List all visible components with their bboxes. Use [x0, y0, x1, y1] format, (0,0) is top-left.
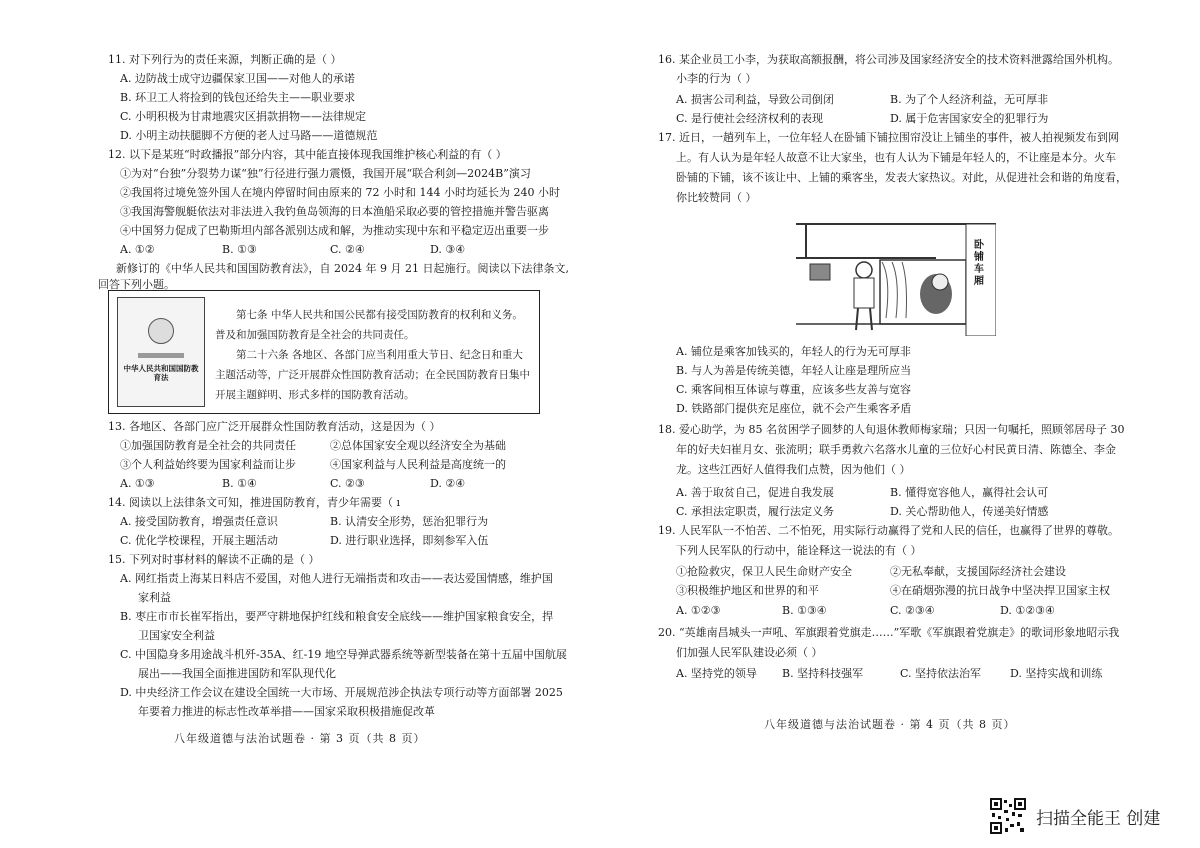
- q19-option-c: C. ②③④: [890, 604, 935, 617]
- q12-option-c: C. ②④: [330, 243, 365, 256]
- q16-stem-2: 小李的行为（ ）: [676, 72, 757, 85]
- law-book-cover: [117, 297, 205, 407]
- q19-option-b: B. ①③④: [782, 604, 827, 617]
- q20-option-b: B. 坚持科技强军: [782, 667, 864, 680]
- q15-stem: 15. 下列对时事材料的解读不正确的是（ ）: [108, 553, 320, 566]
- q16-option-b: B. 为了个人经济利益，无可厚非: [890, 93, 1049, 106]
- q19-item-1: ①抢险救灾，保卫人民生命财产安全: [676, 565, 852, 578]
- q14-option-c: C. 优化学校课程，开展主题活动: [120, 534, 279, 547]
- q16-option-c: C. 是行使社会经济权利的表现: [676, 112, 824, 125]
- q15-option-a-cont: 家利益: [138, 591, 171, 604]
- q14-stem: 14. 阅读以上法律条文可知，推进国防教育，青少年需要（ ı: [108, 496, 401, 509]
- q13-option-a: A. ①③: [120, 477, 155, 490]
- q15-option-d: D. 中央经济工作会议在建设全国统一大市场、开展规范涉企执法专项行动等方面部署 2025: [120, 686, 563, 699]
- national-emblem-icon: [148, 318, 174, 344]
- q13-item-1: ①加强国防教育是全社会的共同责任: [120, 439, 296, 452]
- q11-option-a: A. 边防战士成守边疆保家卫国——对他人的承诺: [120, 72, 355, 85]
- q18-stem-2: 年的好夫妇崔月女、张流明；联手勇救六名落水儿童的三位好心村民黄日清、陈德全、李金: [676, 443, 1116, 456]
- q14-option-d: D. 进行职业选择，即刻参军入伍: [330, 534, 489, 547]
- q12-item-1: ①为对“台独”分裂势力谋“独”行径进行强力震慑，我国开展“联合利剑—2024B”演习: [120, 167, 531, 180]
- q17-stem-3: 卧铺的下铺，该不该让中、上铺的乘客坐，发表大家热议。对此，从促进社会和谐的角度看，: [676, 171, 1127, 184]
- q17-stem-1: 17. 近日，一趟列车上，一位年轻人在卧铺下铺拉围帘没让上铺坐的事件，被人拍视频发布到网: [658, 131, 1119, 144]
- q13-item-3: ③个人利益始终要为国家利益而让步: [120, 458, 296, 471]
- article-26: 第二十六条 各地区、各部门应当利用重大节日、纪念日和重大主题活动等，广泛开展群众性国防教育活动；在全民国防教育日集中开展主题鲜明、形式多样的国防教育活动。: [215, 349, 530, 401]
- q18-stem-1: 18. 爱心助学，为 85 名贫困学子圆梦的人旬退休教师梅家瑞；只因一句嘱托，照顾邻居母子 30: [658, 423, 1125, 436]
- q14-option-a: A. 接受国防教育，增强责任意识: [120, 515, 278, 528]
- q20-option-d: D. 坚持实战和训练: [1010, 667, 1103, 680]
- law-articles: [215, 305, 533, 405]
- q13-stem: 13. 各地区、各部门应广泛开展群众性国防教育活动，这是因为（ ）: [108, 420, 441, 433]
- q19-option-d: D. ①②③④: [1000, 604, 1055, 617]
- q20-stem-1: 20. “英雄南昌城头一声吼、军旗跟着党旗走……”军歌《军旗跟着党旗走》的歌词形象地昭示我: [658, 626, 1120, 639]
- q11-stem: 11. 对下列行为的责任来源，判断正确的是（ ）: [108, 53, 342, 66]
- cover-title: 中华人民共和国国防教育法: [123, 364, 199, 382]
- page-4-footer: 八年级道德与法治试题卷 · 第 4 页（共 8 页）: [764, 718, 1016, 731]
- law-excerpt-box: [108, 290, 540, 414]
- q15-option-d-cont: 年要着力推进的标志性改革举措——国家采取积极措施促改革: [138, 705, 435, 718]
- q19-option-a: A. ①②③: [676, 604, 721, 617]
- q16-stem-1: 16. 某企业员工小李，为获取高额报酬，将公司涉及国家经济安全的技术资料泄露给国外机构。: [658, 53, 1119, 66]
- q18-option-a: A. 善于取贫自己，促进自我发展: [676, 486, 834, 499]
- q18-option-b: B. 懂得宽容他人，赢得社会认可: [890, 486, 1049, 499]
- q20-stem-2: 们加强人民军队建设必须（ ）: [676, 646, 823, 659]
- q19-stem-2: 下列人民军队的行动中，能诠释这一说法的有（ ）: [676, 544, 922, 557]
- q15-option-b-cont: 卫国家安全利益: [138, 629, 215, 642]
- q11-option-d: D. 小明主动扶腿脚不方便的老人过马路——道德规范: [120, 129, 378, 142]
- q12-item-3: ③我国海警舰艇依法对非法进入我钓鱼岛领海的日本渔船采取必要的管控措施并警告驱离: [120, 205, 549, 218]
- q18-stem-3: 龙。这些江西好人值得我们点赞，因为他们（ ）: [676, 463, 911, 476]
- q17-stem-4: 你比较赞同（ ）: [676, 191, 757, 204]
- q12-option-a: A. ①②: [120, 243, 155, 256]
- q16-option-a: A. 损害公司利益，导致公司倒闭: [676, 93, 834, 106]
- q18-option-c: C. 承担法定职责，履行法定义务: [676, 505, 835, 518]
- qr-code-icon: [990, 798, 1026, 834]
- q19-item-4: ④在硝烟弥漫的抗日战争中坚决捍卫国家主权: [890, 584, 1110, 597]
- train-berth-cartoon: [796, 218, 996, 336]
- q19-stem-1: 19. 人民军队一不怕苦、二不怕死，用实际行动赢得了党和人民的信任，也赢得了世界的尊敬。: [658, 524, 1119, 537]
- q20-option-c: C. 坚持依法治军: [900, 667, 982, 680]
- q17-option-a: A. 铺位是乘客加钱买的，年轻人的行为无可厚非: [676, 345, 911, 358]
- q16-option-d: D. 属于危害国家安全的犯罪行为: [890, 112, 1049, 125]
- intro-line-1: 新修订的《中华人民共和国国防教育法》，自 2024 年 9 月 21 日起施行。阅读以下法律条文,: [116, 262, 569, 275]
- q17-option-d: D. 铁路部门提供充足座位，就不会产生乘客矛盾: [676, 402, 912, 415]
- q14-option-b: B. 认清安全形势，惩治犯罪行为: [330, 515, 489, 528]
- q13-option-c: C. ②③: [330, 477, 365, 490]
- q12-item-4: ④中国努力促成了巴勒斯坦内部各派别达成和解，为推动实现中东和平稳定迈出重要一步: [120, 224, 549, 237]
- q15-option-c-cont: 展出——我国全面推进国防和军队现代化: [138, 667, 336, 680]
- q15-option-b: B. 枣庄市市长崔军指出，要严守耕地保护红线和粮食安全底线——维护国家粮食安全，捍: [120, 610, 554, 623]
- q13-item-2: ②总体国家安全观以经济安全为基础: [330, 439, 506, 452]
- scanner-watermark: 扫描全能王 创建: [1036, 809, 1161, 829]
- q13-option-d: D. ②④: [430, 477, 466, 490]
- q15-option-a: A. 网红指责上海某日料店不爱国，对他人进行无端指责和攻击——表达爱国情感，维护国: [120, 572, 553, 585]
- q17-option-c: C. 乘客间相互体谅与尊重，应该多些友善与宽容: [676, 383, 912, 396]
- q11-option-c: C. 小明积极为甘肃地震灾区捐款捐物——法律规定: [120, 110, 367, 123]
- q18-option-d: D. 关心帮助他人，传递美好情感: [890, 505, 1049, 518]
- q12-item-2: ②我国将过境免签外国人在境内停留时间由原来的 72 小时和 144 小时均延长为 240 小时: [120, 186, 560, 199]
- q17-stem-2: 上。有人认为是年轻人故意不让大家坐，也有人认为下铺是年轻人的，不让座是本分。火车: [676, 151, 1116, 164]
- page-3-footer: 八年级道德与法治试题卷 · 第 3 页（共 8 页）: [174, 732, 426, 745]
- q13-item-4: ④国家利益与人民利益是高度统一的: [330, 458, 506, 471]
- cartoon-label: 卧铺车厢: [974, 240, 984, 287]
- q20-option-a: A. 坚持党的领导: [676, 667, 757, 680]
- q15-option-c: C. 中国隐身多用途战斗机歼-35A、红-19 地空导弹武器系统等新型装备在第十五届中国航展: [120, 648, 567, 661]
- q12-option-b: B. ①③: [222, 243, 257, 256]
- intro-line-2: 回答下列小题。: [98, 278, 175, 291]
- q12-stem: 12. 以下是某班“时政播报”部分内容，其中能直接体现我国维护核心利益的有（ ）: [108, 148, 507, 161]
- q19-item-3: ③积极维护地区和世界的和平: [676, 584, 819, 597]
- q19-item-2: ②无私奉献，支援国际经济社会建设: [890, 565, 1066, 578]
- article-7: 第七条 中华人民共和国公民都有接受国防教育的权利和义务。普及和加强国防教育是全社会的共同责任。: [215, 309, 523, 341]
- q12-option-d: D. ③④: [430, 243, 466, 256]
- q17-option-b: B. 与人为善是传统美德，年轻人让座是理所应当: [676, 364, 912, 377]
- cover-tag: [138, 353, 184, 358]
- q13-option-b: B. ①④: [222, 477, 257, 490]
- q11-option-b: B. 环卫工人将捡到的钱包还给失主——职业要求: [120, 91, 356, 104]
